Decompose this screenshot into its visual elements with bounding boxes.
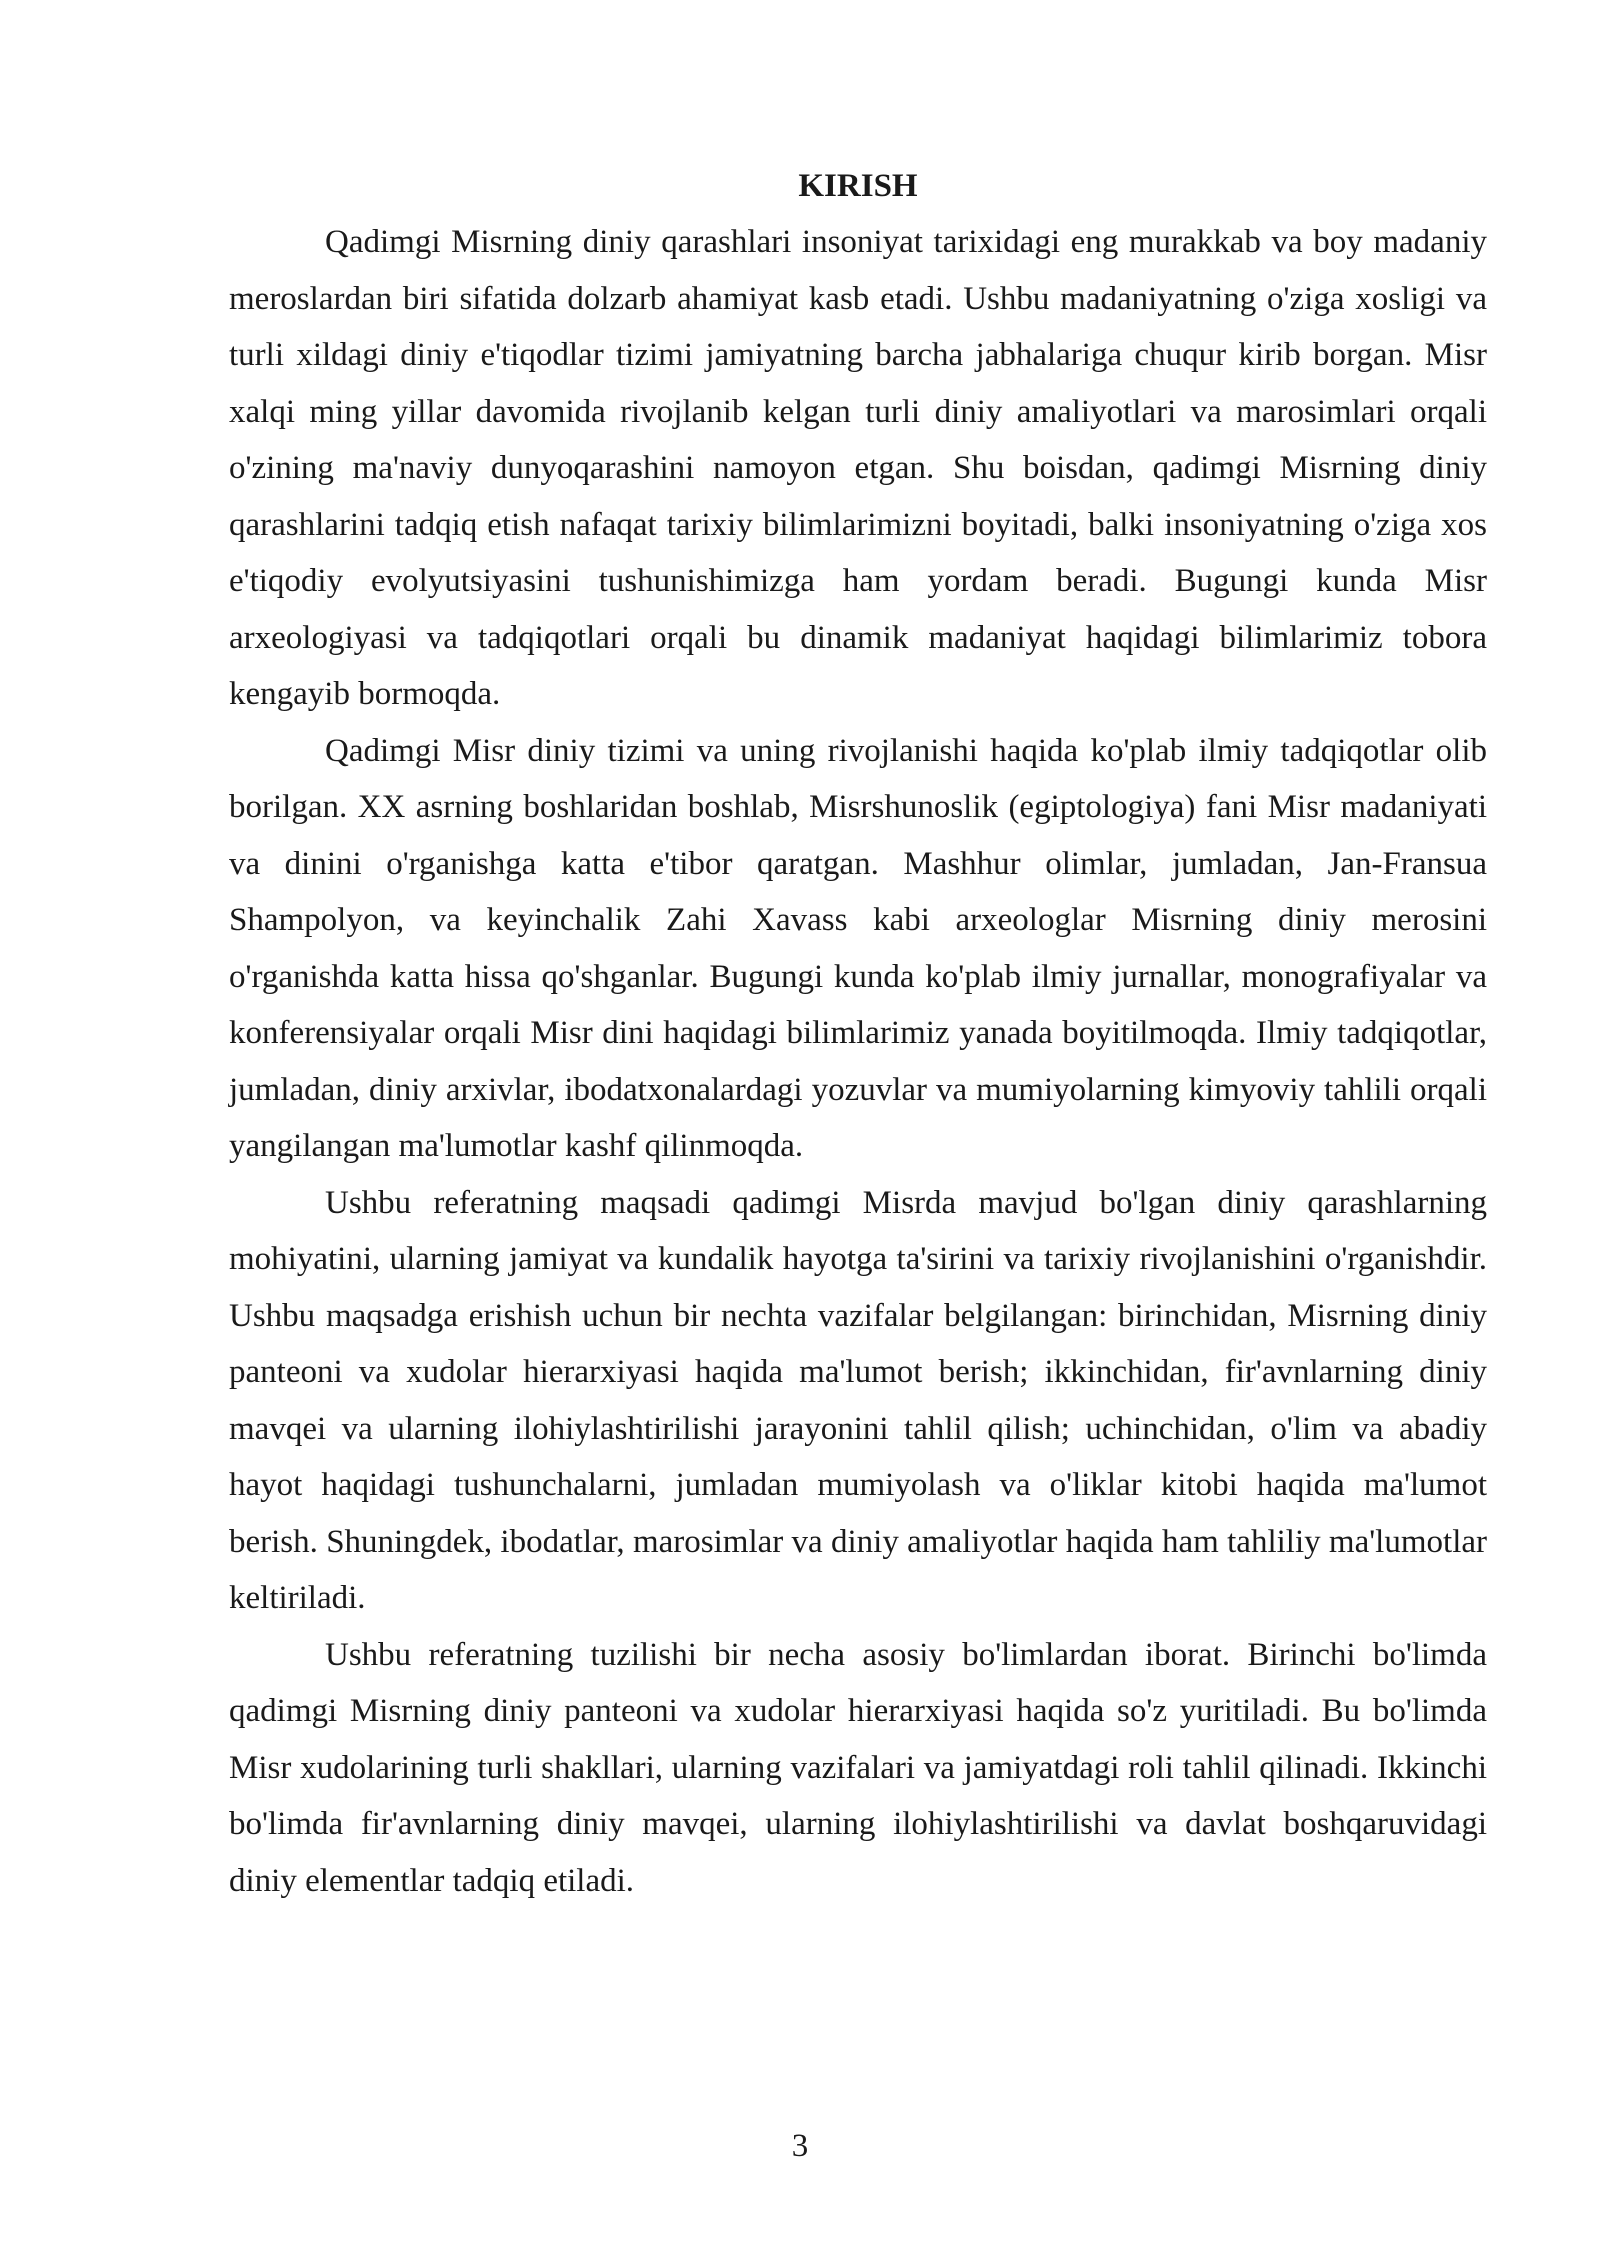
document-page: [229, 158, 1487, 1909]
section-heading: KIRISH: [798, 168, 918, 204]
paragraph-3: Ushbu referatning maqsadi qadimgi Misrda mavjud bo'lgan diniy qarashlarning mohiyatini, ularning jamiyat va kundalik hayotga ta'sirini va tarixiy rivojlanishini o'rganishdir. Ushbu maqsadga erishish uchun bir nechta vazifalar belgilangan: birinchidan, Misrning diniy panteoni va xudolar hierarxiyasi haqida ma'lumot berish; ikkinchidan, fir'avnlarning diniy mavqei va ularning ilohiylashtirilishi jarayonini tahlil qilish; uchinchidan, o'lim va abadiy hayot haqidagi tushunchalarni, jumladan mumiyolash va o'liklar kitobi haqida ma'lumot berish. Shuningdek, ibodatlar, marosimlar va diniy amaliyotlar haqida ham tahliliy ma'lumotlar keltiriladi.: [229, 1184, 1487, 1616]
paragraph-1: Qadimgi Misrning diniy qarashlari insoniyat tarixidagi eng murakkab va boy madaniy meroslardan biri sifatida dolzarb ahamiyat kasb etadi. Ushbu madaniyatning o'ziga xosligi va turli xildagi diniy e'tiqodlar tizimi jamiyatning barcha jabhalariga chuqur kirib borgan. Misr xalqi ming yillar davomida rivojlanib kelgan turli diniy amaliyotlari va marosimlari orqali o'zining ma'naviy dunyoqarashini namoyon etgan. Shu boisdan, qadimgi Misrning diniy qarashlarini tadqiq etish nafaqat tarixiy bilimlarimizni boyitadi, balki insoniyatning o'ziga xos e'tiqodiy evolyutsiyasini tushunishimizga ham yordam beradi. Bugungi kunda Misr arxeologiyasi va tadqiqotlari orqali bu dinamik madaniyat haqidagi bilimlarimiz tobora kengayib bormoqda.: [229, 224, 1487, 712]
page-number: 3: [791, 2128, 809, 2164]
paragraph-2: Qadimgi Misr diniy tizimi va uning rivojlanishi haqida ko'plab ilmiy tadqiqotlar olib borilgan. XX asrning boshlaridan boshlab, Misrshunoslik (egiptologiya) fani Misr madaniyati va dinini o'rganishga katta e'tibor qaratgan. Mashhur olimlar, jumladan, Jan-Fransua Shampolyon, va keyinchalik Zahi Xavass kabi arxeologlar Misrning diniy merosini o'rganishda katta hissa qo'shganlar. Bugungi kunda ko'plab ilmiy jurnallar, monografiyalar va konferensiyalar orqali Misr dini haqidagi bilimlarimiz yanada boyitilmoqda. Ilmiy tadqiqotlar, jumladan, diniy arxivlar, ibodatxonalardagi yozuvlar va mumiyolarning kimyoviy tahlili orqali yangilangan ma'lumotlar kashf qilinmoqda.: [229, 732, 1487, 1164]
paragraph-4: Ushbu referatning tuzilishi bir necha asosiy bo'limlardan iborat. Birinchi bo'limda qadimgi Misrning diniy panteoni va xudolar hierarxiyasi haqida so'z yuritiladi. Bu bo'limda Misr xudolarining turli shakllari, ularning vazifalari va jamiyatdagi roli tahlil qilinadi. Ikkinchi bo'limda fir'avnlarning diniy mavqei, ularning ilohiylashtirilishi va davlat boshqaruvidagi diniy elementlar tadqiq etiladi.: [229, 1636, 1487, 1899]
